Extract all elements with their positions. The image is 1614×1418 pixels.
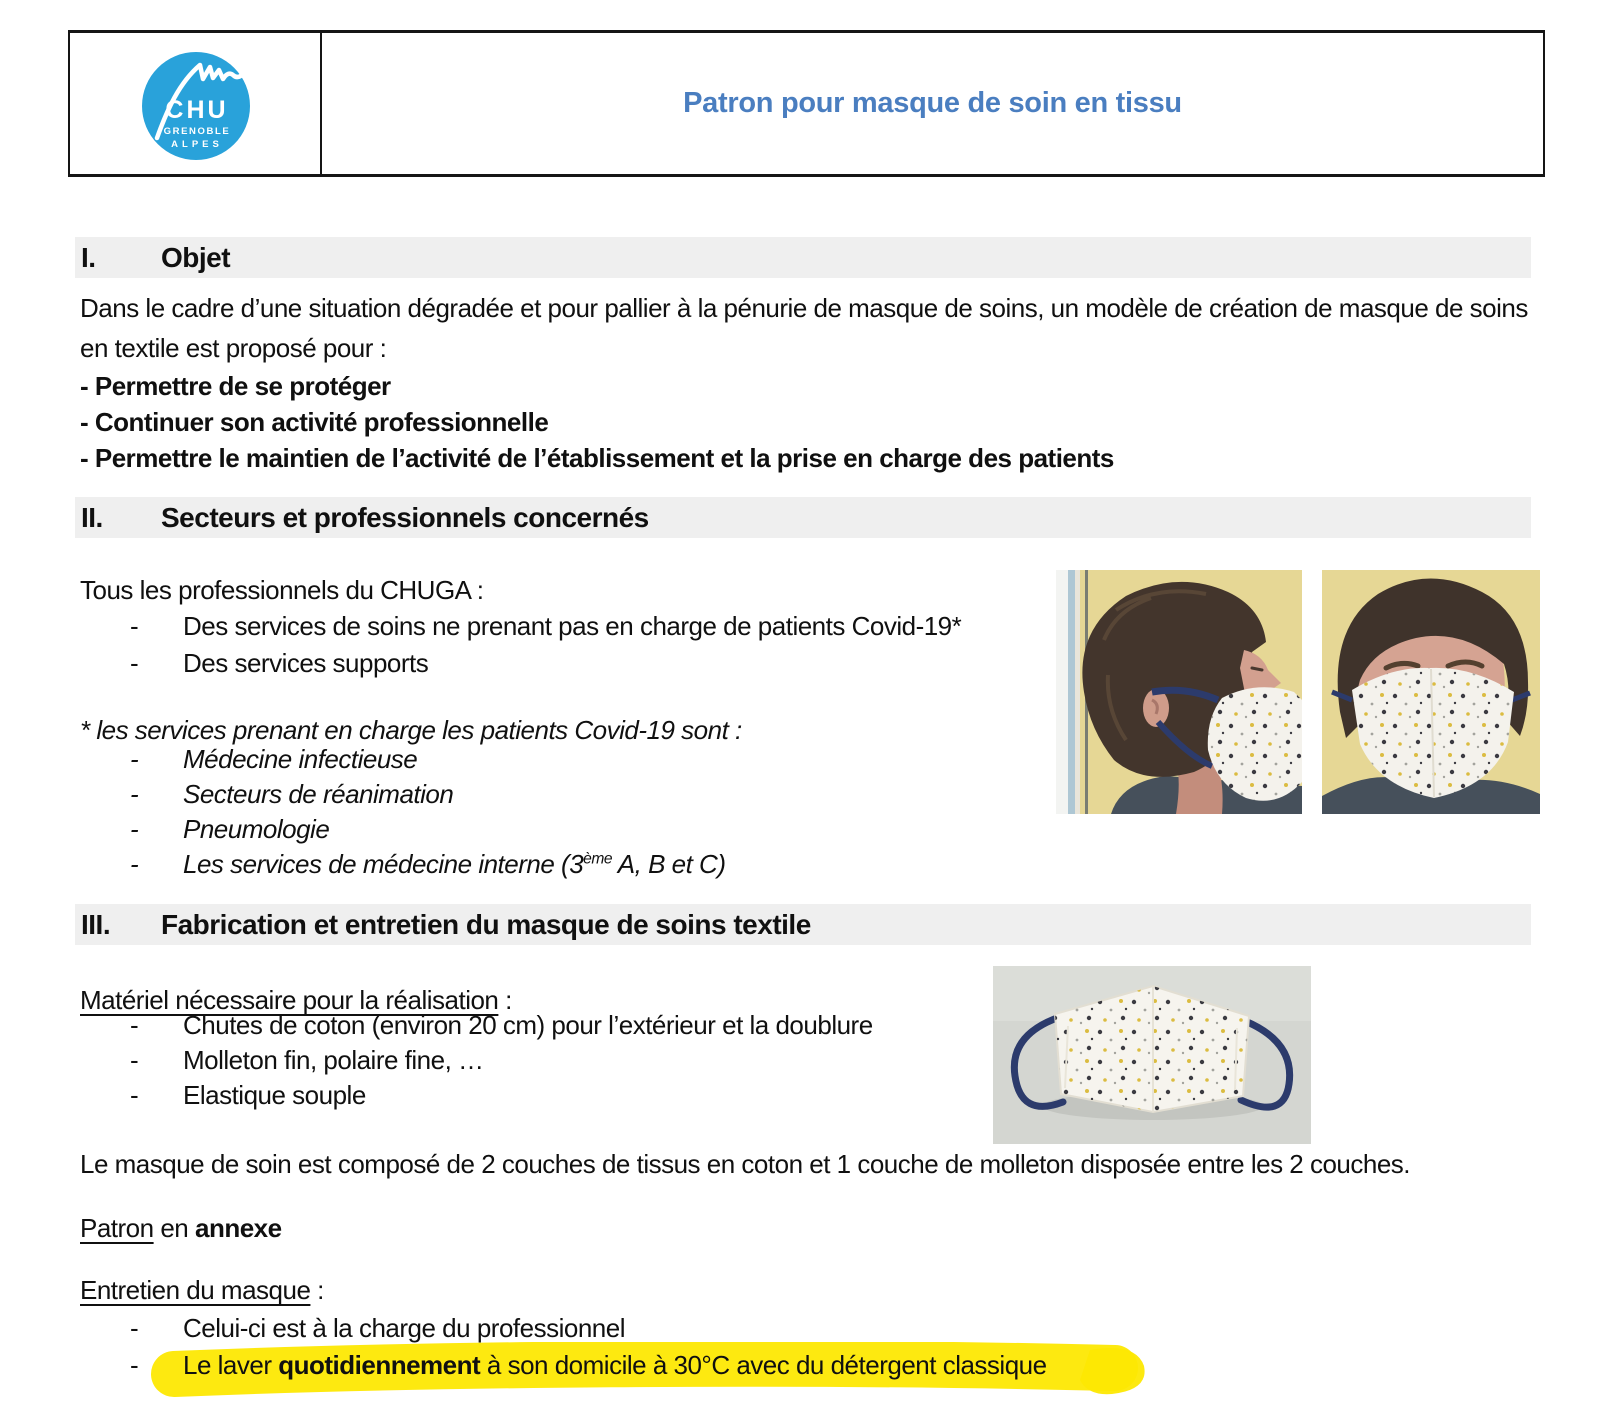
photo-mask-worn-front (1322, 570, 1540, 814)
logo-text-grenoble: GRENOBLE (163, 126, 231, 137)
list-item (80, 742, 725, 777)
bullet-dash: - (130, 1080, 139, 1110)
photo-mask-worn-profile (1056, 570, 1302, 814)
materiel-heading: Matériel nécessaire pour la réalisation : (80, 985, 512, 1015)
list-item-text: Secteurs de réanimation (183, 779, 454, 809)
bullet-dash: - (130, 1045, 139, 1075)
section-3-number: III. (81, 908, 111, 940)
list-item (80, 1043, 873, 1078)
goal-item: - Continuer son activité professionnelle (80, 407, 549, 437)
bullet-dash: - (130, 1010, 139, 1040)
list-item (80, 1008, 873, 1043)
covid-footnote: * les services prenant en charge les patients Covid-19 sont : (80, 715, 742, 745)
list-item (80, 1078, 873, 1113)
list-item (80, 812, 725, 847)
photo-mask-flat (993, 966, 1311, 1144)
list-item-text: Pneumologie (183, 814, 330, 844)
mask-composition-text: Le masque de soin est composé de 2 couches de tissus en coton et 1 couche de molleton disposée entre les 2 couches. (80, 1149, 1411, 1179)
highlighted-text: Le laver quotidiennement à son domicile à 30°C avec du détergent classique (183, 1350, 1047, 1380)
document-header (68, 30, 1545, 177)
section-2-heading (75, 497, 1531, 538)
materiel-list (80, 1008, 873, 1113)
bullet-dash: - (130, 611, 139, 641)
list-item-text: Les services de médecine interne (3ème A, B et C) (183, 849, 726, 879)
logo-text-alpes: ALPES (171, 139, 223, 150)
annexe-bold: annexe (194, 1213, 282, 1243)
objet-intro-paragraph: Dans le cadre d’une situation dégradée et pour pallier à la pénurie de masque de soins, un modèle de création de masque de soins en textile est proposé pour : (80, 293, 1528, 363)
section-2-number: II. (81, 501, 103, 533)
goal-item: - Permettre le maintien de l’activité de l’établissement et la prise en charge des patients (80, 443, 1114, 473)
list-item-text: Elastique souple (183, 1080, 366, 1110)
superscript-eme: ème (583, 850, 613, 868)
list-item-text: Médecine infectieuse (183, 744, 418, 774)
chuga-services-list (80, 608, 961, 682)
bullet-dash: - (130, 849, 139, 879)
header-title-cell (322, 33, 1543, 174)
bullet-dash: - (130, 1313, 139, 1343)
document-title: Patron pour masque de soin en tissu (683, 87, 1182, 119)
logo-text-chu: CHU (165, 96, 229, 124)
patron-underlined: Patron (80, 1213, 154, 1243)
section-3-title: Fabrication et entretien du masque de soins textile (161, 908, 811, 940)
chu-grenoble-alpes-logo-icon (140, 50, 252, 162)
list-item (80, 847, 725, 882)
section-1-heading (75, 237, 1531, 278)
patron-annexe-line: Patron en annexe (80, 1213, 282, 1243)
bullet-dash: - (130, 648, 139, 678)
section-1-title: Objet (161, 241, 231, 273)
header-logo-cell (70, 33, 322, 174)
section-2-title: Secteurs et professionnels concernés (161, 501, 649, 533)
bullet-dash: - (130, 779, 139, 809)
list-item-text: Molleton fin, polaire fine, … (183, 1045, 484, 1075)
goal-item: - Permettre de se protéger (80, 371, 391, 401)
chuga-lead-text: Tous les professionnels du CHUGA : (80, 575, 484, 605)
list-item-text: Des services supports (183, 648, 429, 678)
bullet-dash: - (130, 744, 139, 774)
entretien-heading: Entretien du masque : (80, 1275, 324, 1305)
entretien-item-2 (80, 1347, 1047, 1384)
bullet-dash: - (130, 814, 139, 844)
list-item (80, 608, 961, 645)
list-item-text: Chutes de coton (environ 20 cm) pour l’extérieur et la doublure (183, 1010, 873, 1040)
section-1-number: I. (81, 241, 96, 273)
list-item (80, 777, 725, 812)
section-3-heading (75, 904, 1531, 945)
objet-goal-list (80, 368, 1114, 476)
bullet-dash: - (130, 1350, 139, 1380)
list-item-text: Celui-ci est à la charge du professionnel (183, 1313, 625, 1343)
list-item-text: Des services de soins ne prenant pas en charge de patients Covid-19* (183, 611, 962, 641)
covid-services-list (80, 742, 725, 882)
list-item (80, 645, 961, 682)
